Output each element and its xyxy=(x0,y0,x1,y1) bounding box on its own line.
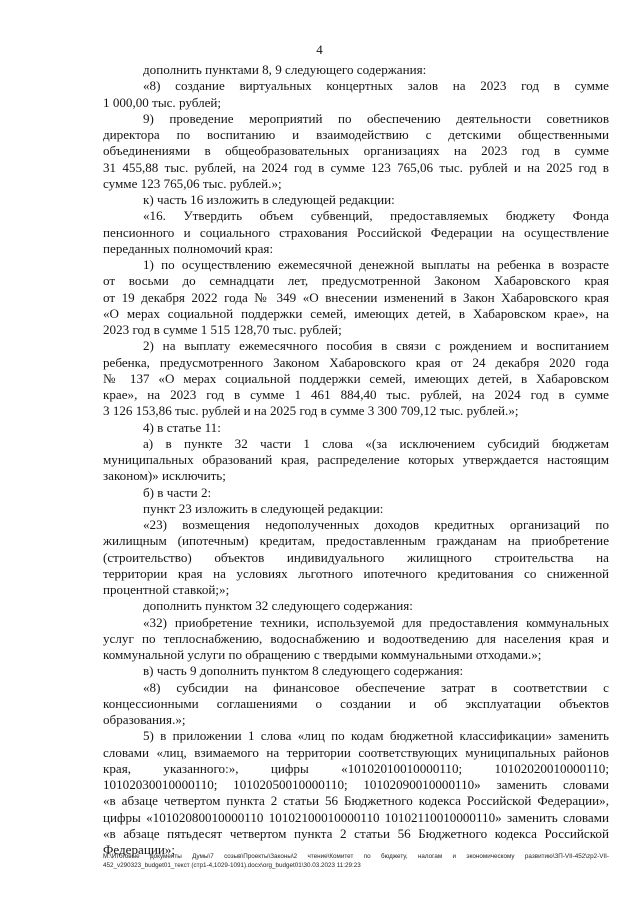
text-line: дополнить пунктом 32 следующего содержания: xyxy=(143,598,413,614)
text-line: к) часть 16 изложить в следующей редакции: xyxy=(143,192,395,207)
text-line: директора по воспитанию и взаимодействию с детскими общественными xyxy=(103,127,609,142)
text-line: «23) возмещения недополученных доходов кредитных организаций по xyxy=(143,517,609,532)
text-line: 10102030010000110; 10102050010000110; 10102090010000110» заменить словами xyxy=(103,777,609,792)
text-line: 1) по осуществлению ежемесячной денежной выплаты на ребенка в возрасте xyxy=(143,257,609,272)
text-line: жилищным (ипотечным) кредитам, предоставленным гражданам на приобретение xyxy=(103,533,609,549)
text-line: «в абзаце четвертом пункта 2 статьи 56 Бюджетного кодекса Российской Федерации», xyxy=(103,793,609,809)
document-body xyxy=(103,62,609,858)
text-line: цифры «10102080010000110 10102100010000110 10102110010000110» заменить словами xyxy=(103,809,609,825)
text-line: 4) в статье 11: xyxy=(143,419,221,435)
text-line: б) в части 2: xyxy=(143,484,212,500)
text-line: коммунальной услуги по обращению с твердыми коммунальными отходами.»; xyxy=(103,647,542,662)
text-line: (строительство) объектов индивидуального жилищного строительства на xyxy=(103,549,609,565)
text-line: «8) создание виртуальных концертных залов на 2023 год в сумме xyxy=(143,78,609,94)
text-line: образования.»; xyxy=(103,712,186,727)
text-line: пенсионного и социального страхования Российской Федерации на осуществление xyxy=(103,224,609,240)
text-line: концессионными соглашениями о создании и об эксплуатации объектов xyxy=(103,695,609,711)
text-line: территории края на условиях льготного ипотечного кредитования со сниженной xyxy=(103,565,609,581)
text-line: сумме 123 765,06 тыс. рублей.»; xyxy=(103,175,282,191)
footer-path-line-1: M:\Итоговые документы Думы\7 созыв\Проекты\Законы\2 чтение\Комитет по бюджету, налогам и экономическому развитию\ЗП-VII-452\zp2-VII- xyxy=(103,853,609,860)
text-line: 1 000,00 тыс. рублей; xyxy=(103,94,222,110)
text-line: 5) в приложении 1 слова «лиц по кодам бюджетной классификации» заменить xyxy=(143,728,609,744)
text-line: «16. Утвердить объем субвенций, предоставляемых бюджету Фонда xyxy=(143,208,609,224)
text-line: муниципальных образований края, распределение которых утверждается настоящим xyxy=(103,452,609,467)
text-line: от восьми до семнадцати лет, предусмотренной Законом Хабаровского края xyxy=(103,273,609,289)
text-line: «в абзаце пятьдесят четвертом пункта 2 статьи 56 Бюджетного кодекса Российской xyxy=(103,825,609,841)
text-line: № 137 «О мерах социальной поддержки семей, имеющих детей, в Хабаровском xyxy=(103,370,609,386)
text-line: 31 455,88 тыс. рублей, на 2024 год в сумме 123 765,06 тыс. рублей и на 2025 год в xyxy=(103,159,609,175)
text-line: 9) проведение мероприятий по обеспечению деятельности советников xyxy=(143,110,609,126)
page-number: 4 xyxy=(316,42,323,57)
text-line: законом)» исключить; xyxy=(103,468,226,484)
text-line: крае», на 2023 год в сумме 1 461 884,40 тыс. рублей, на 2024 год в сумме xyxy=(103,387,609,402)
text-line: от 19 декабря 2022 года № 349 «О внесении изменений в Закон Хабаровского края xyxy=(103,289,609,305)
text-line: «32) приобретение техники, используемой для предоставления коммунальных xyxy=(143,614,609,630)
text-line: 2) на выплату ежемесячного пособия в связи с рождением и воспитанием xyxy=(143,338,609,354)
text-line: процентной ставкой;»; xyxy=(103,582,230,597)
text-line: «О мерах социальной поддержки семей, имеющих детей, в Хабаровском крае», на xyxy=(103,305,609,321)
text-line: а) в пункте 32 части 1 слова «(за исключением субсидий бюджетам xyxy=(143,435,609,451)
text-line: 3 126 153,86 тыс. рублей и на 2025 год в сумме 3 300 709,12 тыс. рублей.»; xyxy=(103,403,519,419)
text-line: пункт 23 изложить в следующей редакции: xyxy=(143,500,384,516)
text-line: объединениями в общеобразовательных организациях на 2023 год в сумме xyxy=(103,143,609,159)
text-line: края, указанного:», цифры «10102010010000110; 10102020010000110; xyxy=(103,760,609,776)
text-line: 2023 год в сумме 1 515 128,70 тыс. рублей; xyxy=(103,322,342,337)
text-line: услуг по теплоснабжению, водоснабжению и водоотведению для населения края и xyxy=(103,630,609,646)
file-path-footer xyxy=(103,853,609,870)
text-line: в) часть 9 дополнить пунктом 8 следующего содержания: xyxy=(143,663,464,679)
text-line: «8) субсидии на финансовое обеспечение затрат в соответствии с xyxy=(143,679,609,695)
footer-path-line-2: 452_v290323_budget01_текст (стр1-4,1029-1091).docx\org_budget01\30.03.2023 11:29:23 xyxy=(103,861,361,869)
text-line: ребенка, предусмотренного Законом Хабаровского края от 24 декабря 2020 года xyxy=(103,354,609,370)
text-line: дополнить пунктами 8, 9 следующего содержания: xyxy=(143,62,427,77)
text-line: переданных полномочий края: xyxy=(103,240,274,256)
text-line: Федерации»; xyxy=(103,842,176,857)
text-line: словами «лиц, взимаемого на территории соответствующих муниципальных районов xyxy=(103,744,609,760)
